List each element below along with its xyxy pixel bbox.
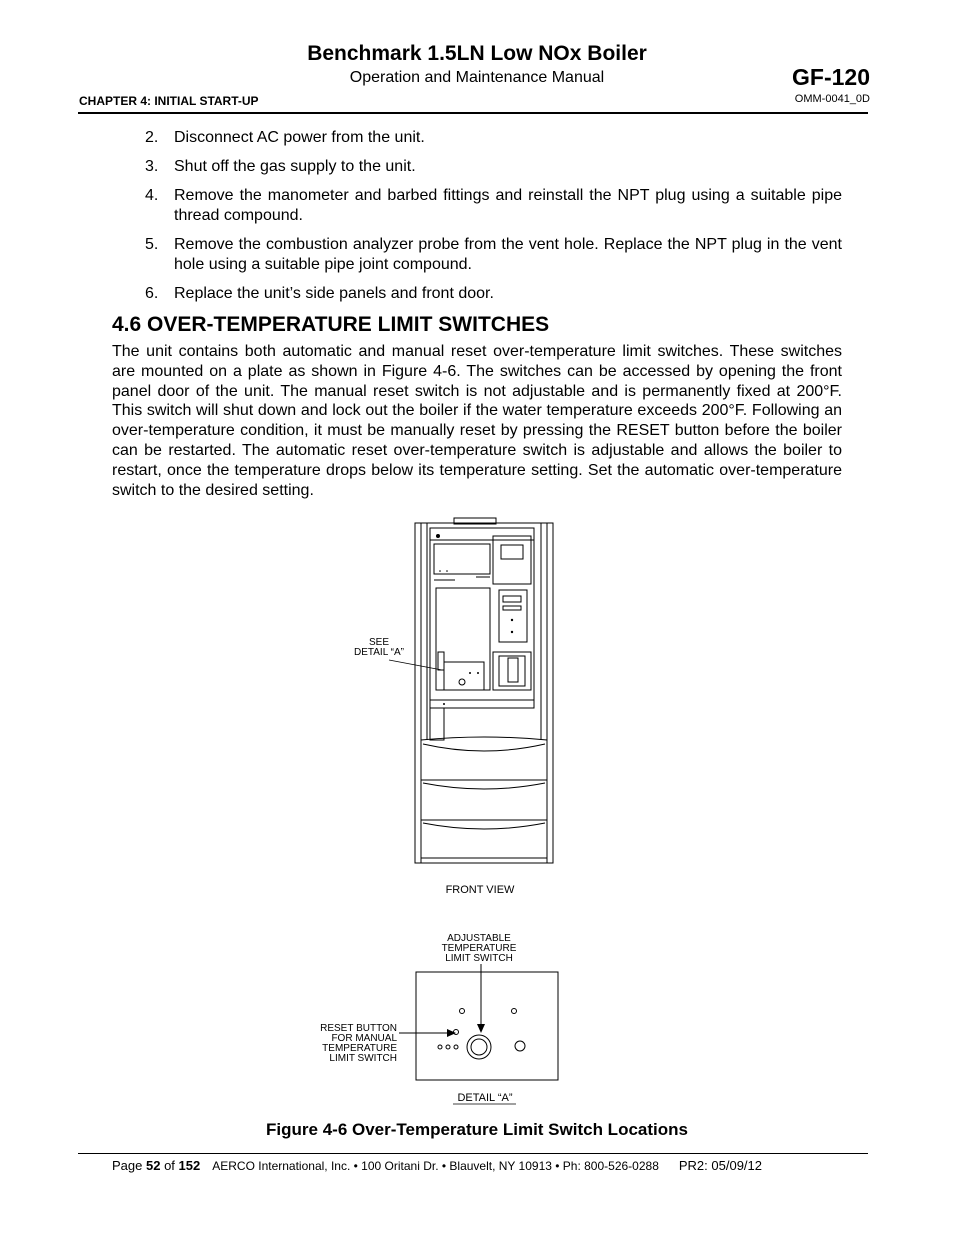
step-text: Remove the manometer and barbed fittings and reinstall the NPT plug using a suitable pipe thread compound. bbox=[174, 187, 842, 224]
detail-a-label: DETAIL “A” bbox=[457, 1092, 513, 1104]
document-number: OMM-0041_0D bbox=[794, 93, 870, 105]
step-number: 6. bbox=[145, 285, 159, 302]
step-text: Disconnect AC power from the unit. bbox=[174, 129, 425, 146]
revision-date: PR2: 05/09/12 bbox=[678, 1158, 762, 1173]
step-text: Replace the unit’s side panels and front door. bbox=[174, 285, 494, 302]
reset-button-label: RESET BUTTON FOR MANUAL TEMPERATURE LIMIT SWITCH bbox=[320, 1023, 397, 1064]
step-number: 4. bbox=[145, 187, 159, 204]
page-footer bbox=[112, 1158, 762, 1173]
step-text: Shut off the gas supply to the unit. bbox=[174, 158, 416, 175]
model-number: GF-120 bbox=[792, 64, 870, 90]
step-number: 3. bbox=[145, 158, 159, 175]
front-view-label: FRONT VIEW bbox=[445, 884, 515, 896]
step-number: 5. bbox=[145, 236, 159, 253]
adjustable-switch-label: ADJUSTABLE TEMPERATURE LIMIT SWITCH bbox=[441, 933, 517, 964]
company-address: AERCO International, Inc. • 100 Oritani Dr. • Blauvelt, NY 10913 • Ph: 800-526-0288 bbox=[212, 1159, 659, 1173]
step-number: 2. bbox=[145, 129, 159, 146]
step-text: Remove the combustion analyzer probe from the vent hole. Replace the NPT plug in the vent hole using a suitable pipe joint compound. bbox=[174, 236, 842, 273]
section-heading: 4.6 OVER-TEMPERATURE LIMIT SWITCHES bbox=[112, 313, 550, 336]
section-paragraph: The unit contains both automatic and manual reset over-temperature limit switches. These switches are mounted on a plate as shown in Figure 4-6. The switches can be accessed by opening the front panel door of the unit. The manual reset switch is not adjustable and is permanently fixed at 200°F. This switch will shut down and lock out the boiler if the water temperature exceeds 200°F. Following an over-temperature condition, it must be manually reset by pressing the RESET button before the boiler can be restarted. The automatic reset over-temperature switch is adjustable and allows the boiler to restart, once the temperature drops below its temperature setting. Set the automatic over-temperature switch to the desired setting. bbox=[112, 343, 842, 499]
see-detail-label: SEE DETAIL “A” bbox=[353, 637, 404, 658]
page-of: of bbox=[160, 1158, 179, 1173]
document-subtitle: Operation and Maintenance Manual bbox=[349, 69, 605, 86]
chapter-label: CHAPTER 4: INITIAL START-UP bbox=[79, 94, 259, 108]
page-prefix: Page bbox=[112, 1158, 146, 1173]
page-number: 52 bbox=[145, 1158, 161, 1173]
document-title: Benchmark 1.5LN Low NOx Boiler bbox=[307, 42, 647, 65]
figure-caption: Figure 4-6 Over-Temperature Limit Switch Locations bbox=[266, 1120, 688, 1139]
footer-divider bbox=[78, 1153, 868, 1154]
page-total: 152 bbox=[178, 1158, 201, 1173]
